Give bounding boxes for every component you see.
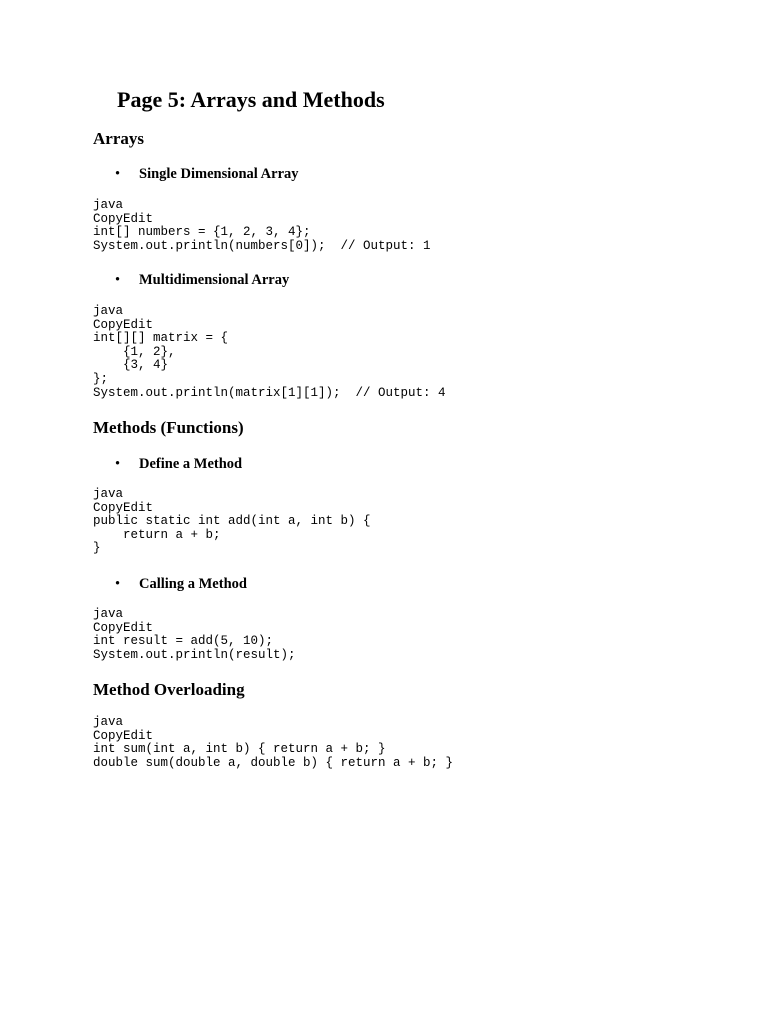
code-block-calling-method: int result = add(5, 10); System.out.println(result); xyxy=(93,634,296,662)
copy-edit-label[interactable]: CopyEdit xyxy=(93,620,154,635)
section-heading-methods: Methods (Functions) xyxy=(93,418,244,437)
code-block-single-array: int[] numbers = {1, 2, 3, 4}; System.out.println(numbers[0]); // Output: 1 xyxy=(93,225,431,253)
bullet-define-method xyxy=(115,455,242,473)
code-lang-label: java xyxy=(93,304,124,318)
code-block-define-method: public static int add(int a, int b) { return a + b; } xyxy=(93,514,371,556)
section-heading-arrays: Arrays xyxy=(93,129,144,148)
bullet-label: Single Dimensional Array xyxy=(139,166,299,182)
section-heading-method-overloading: Method Overloading xyxy=(93,680,245,699)
bullet-icon: • xyxy=(115,166,121,182)
copy-edit-label[interactable]: CopyEdit xyxy=(93,728,154,743)
code-lang-label: java xyxy=(93,487,124,501)
bullet-single-dimensional-array xyxy=(115,165,299,183)
code-lang-label: java xyxy=(93,715,124,729)
code-block-multi-array: int[][] matrix = { {1, 2}, {3, 4} }; System.out.println(matrix[1][1]); // Output: 4 xyxy=(93,331,446,400)
bullet-icon: • xyxy=(115,456,121,472)
bullet-calling-method xyxy=(115,575,247,593)
code-lang-label: java xyxy=(93,198,124,212)
bullet-icon: • xyxy=(115,272,121,288)
bullet-label: Calling a Method xyxy=(139,576,247,592)
bullet-multidimensional-array xyxy=(115,271,289,289)
code-block-method-overloading: int sum(int a, int b) { return a + b; } double sum(double a, double b) { return a + b; } xyxy=(93,742,454,770)
bullet-label: Multidimensional Array xyxy=(139,272,290,288)
copy-edit-label[interactable]: CopyEdit xyxy=(93,211,154,226)
bullet-label: Define a Method xyxy=(139,456,243,472)
copy-edit-label[interactable]: CopyEdit xyxy=(93,500,154,515)
code-lang-label: java xyxy=(93,607,124,621)
page-title: Page 5: Arrays and Methods xyxy=(117,87,385,112)
copy-edit-label[interactable]: CopyEdit xyxy=(93,317,154,332)
bullet-icon: • xyxy=(115,576,121,592)
